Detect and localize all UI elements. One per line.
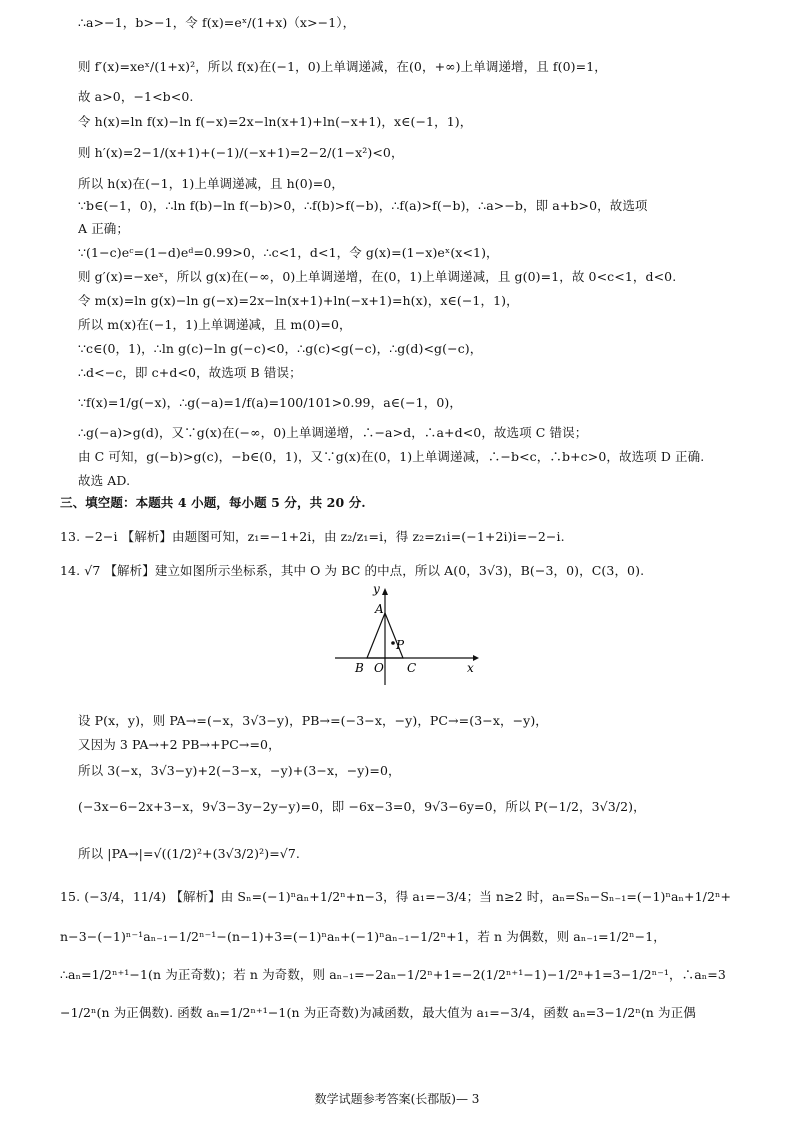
answer-15: 15. (−3/4，11/4) 【解析】由 Sₙ=(−1)ⁿaₙ+1/2ⁿ+n−3，得 a₁=−3/4；当 n≥2 时，aₙ=Sₙ−Sₙ₋₁=(−1)ⁿaₙ+1/2ⁿ+ xyxy=(60,889,732,904)
text-line: 则 f′(x)=xeˣ/(1+x)²，所以 f(x)在(−1，0)上单调递减，在(0，+∞)上单调递增，且 f(0)=1， xyxy=(78,59,607,74)
text-line: 又因为 3 PA→+2 PB→+PC→=0， xyxy=(78,737,281,752)
label-a: A xyxy=(375,602,384,616)
text-line: n−3−(−1)ⁿ⁻¹aₙ₋₁−1/2ⁿ⁻¹−(n−1)+3=(−1)ⁿaₙ+(−1)ⁿaₙ₋₁−1/2ⁿ+1，若 n 为偶数，则 aₙ₋₁=1/2ⁿ−1， xyxy=(60,929,666,944)
text-line: 设 P(x，y)，则 PA→=(−x，3√3−y)，PB→=(−3−x，−y)，PC→=(3−x，−y)， xyxy=(78,713,548,728)
text-line: ∴g(−a)>g(d)，又∵g(x)在(−∞，0)上单调递增，∴−a>d，∴a+d<0，故选项 C 错误； xyxy=(78,425,588,440)
answer-14: 14. √7 【解析】建立如图所示坐标系，其中 O 为 BC 的中点，所以 A(0，3√3)，B(−3，0)，C(3，0). xyxy=(60,563,645,578)
point-p xyxy=(391,641,395,645)
section-heading: 三、填空题：本题共 4 小题，每小题 5 分，共 20 分. xyxy=(60,495,366,510)
text-line: 故 a>0，−1<b<0. xyxy=(78,89,194,104)
text-line: −1/2ⁿ(n 为正偶数). 函数 aₙ=1/2ⁿ⁺¹−1(n 为正奇数)为减函数，最大值为 a₁=−3/4，函数 aₙ=3−1/2ⁿ(n 为正偶 xyxy=(60,1005,696,1020)
text-line: 所以 |PA→|=√((1/2)²+(3√3/2)²)=√7. xyxy=(78,846,300,861)
text-line: 故选 AD. xyxy=(78,473,131,488)
text-line: ∴d<−c，即 c+d<0，故选项 B 错误； xyxy=(78,365,302,380)
label-p: P xyxy=(396,638,405,652)
text-line: 所以 3(−x，3√3−y)+2(−3−x，−y)+(3−x，−y)=0， xyxy=(78,763,401,778)
y-axis-arrow xyxy=(382,588,388,595)
label-x: x xyxy=(467,661,474,675)
answer-13: 13. −2−i 【解析】由题图可知，z₁=−1+2i，由 z₂/z₁=i，得 z₂=z₁i=(−1+2i)i=−2−i. xyxy=(60,529,565,544)
text-line: 令 h(x)=ln f(x)−ln f(−x)=2x−ln(x+1)+ln(−x+1)，x∈(−1，1)， xyxy=(78,114,473,129)
text-line: A 正确； xyxy=(78,221,130,236)
text-line: 则 h′(x)=2−1/(x+1)+(−1)/(−x+1)=2−2/(1−x²)<0， xyxy=(78,145,404,160)
text-line: 令 m(x)=ln g(x)−ln g(−x)=2x−ln(x+1)+ln(−x+1)=h(x)，x∈(−1，1)， xyxy=(78,293,519,308)
text-line: ∵c∈(0，1)，∴ln g(c)−ln g(−c)<0，∴g(c)<g(−c)，∴g(d)<g(−c)， xyxy=(78,341,483,356)
text-line: ∵f(x)=1/g(−x)，∴g(−a)=1/f(a)=100/101>0.99，a∈(−1，0)， xyxy=(78,395,462,410)
text-line: ∴aₙ=1/2ⁿ⁺¹−1(n 为正奇数)；若 n 为奇数，则 aₙ₋₁=−2aₙ−1/2ⁿ+1=−2(1/2ⁿ⁺¹−1)−1/2ⁿ+1=3−1/2ⁿ⁻¹，∴aₙ=3 xyxy=(60,967,726,982)
label-b: B xyxy=(355,661,364,675)
coordinate-figure xyxy=(335,585,485,685)
text-line: ∴a>−1，b>−1，令 f(x)=eˣ/(1+x)（x>−1）， xyxy=(78,15,356,30)
text-line: ∵(1−c)eᶜ=(1−d)eᵈ=0.99>0，∴c<1，d<1，令 g(x)=(1−x)eˣ(x<1)， xyxy=(78,245,499,260)
page-footer: 数学试题参考答案(长郡版)— 3 xyxy=(314,1092,480,1106)
label-y: y xyxy=(373,585,380,596)
label-o: O xyxy=(374,661,384,675)
text-line: 则 g′(x)=−xeˣ，所以 g(x)在(−∞，0)上单调递增，在(0，1)上单调递减，且 g(0)=1，故 0<c<1，d<0. xyxy=(78,269,677,284)
x-axis-arrow xyxy=(473,655,479,661)
text-line: (−3x−6−2x+3−x，9√3−3y−2y−y)=0，即 −6x−3=0，9√3−6y=0，所以 P(−1/2，3√3/2)， xyxy=(78,799,646,814)
text-line: 所以 h(x)在(−1，1)上单调递减，且 h(0)=0， xyxy=(78,176,345,191)
text-line: 所以 m(x)在(−1，1)上单调递减，且 m(0)=0， xyxy=(78,317,352,332)
text-line: 由 C 可知，g(−b)>g(c)，−b∈(0，1)，又∵g(x)在(0，1)上单调递减，∴−b<c，∴b+c>0，故选项 D 正确. xyxy=(78,449,705,464)
label-c: C xyxy=(407,661,417,675)
text-line: ∵b∈(−1，0)，∴ln f(b)−ln f(−b)>0，∴f(b)>f(−b)，∴f(a)>f(−b)，∴a>−b，即 a+b>0，故选项 xyxy=(78,198,648,213)
